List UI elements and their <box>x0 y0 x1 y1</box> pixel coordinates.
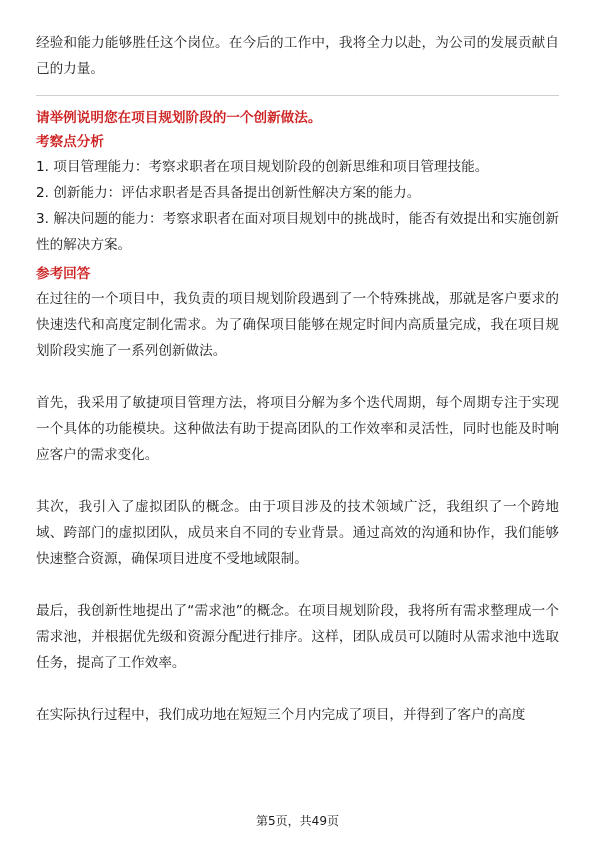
answer-paragraph: 其次，我引入了虚拟团队的概念。由于项目涉及的技术领域广泛，我组织了一个跨地域、跨部门的虚拟团队，成员来自不同的专业背景。通过高效的沟通和协作，我们能够快速整合资源，确保项目进度不受地域限制。 <box>36 499 559 567</box>
section-divider <box>36 95 559 96</box>
page-number-footer: 第5页，共49页 <box>256 814 339 828</box>
answer-heading: 参考回答 <box>36 266 91 282</box>
answer-paragraph: 在过往的一个项目中，我负责的项目规划阶段遇到了一个特殊挑战，那就是客户要求的快速迭代和高度定制化需求。为了确保项目能够在规定时间内高质量完成，我在项目规划阶段实施了一系列创新做法。 <box>36 291 559 359</box>
question-heading: 请举例说明您在项目规划阶段的一个创新做法。 <box>36 110 322 126</box>
intro-tail-paragraph: 经验和能力能够胜任这个岗位。在今后的工作中，我将全力以赴，为公司的发展贡献自己的力量。 <box>36 35 559 77</box>
answer-paragraph: 在实际执行过程中，我们成功地在短短三个月内完成了项目，并得到了客户的高度 <box>36 707 526 723</box>
answer-paragraph: 最后，我创新性地提出了“需求池”的概念。在项目规划阶段，我将所有需求整理成一个需求池，并根据优先级和资源分配进行排序。这样，团队成员可以随时从需求池中选取任务，提高了工作效率。 <box>36 603 559 671</box>
analysis-item: 3. 解决问题的能力：考察求职者在面对项目规划中的挑战时，能否有效提出和实施创新性的解决方案。 <box>36 211 559 253</box>
analysis-item: 2. 创新能力：评估求职者是否具备提出创新性解决方案的能力。 <box>36 185 421 201</box>
document-page <box>36 30 559 728</box>
analysis-item: 1. 项目管理能力：考察求职者在项目规划阶段的创新思维和项目管理技能。 <box>36 159 489 175</box>
answer-paragraph: 首先，我采用了敏捷项目管理方法，将项目分解为多个迭代周期，每个周期专注于实现一个具体的功能模块。这种做法有助于提高团队的工作效率和灵活性，同时也能及时响应客户的需求变化。 <box>36 395 559 463</box>
analysis-heading: 考察点分析 <box>36 134 104 150</box>
